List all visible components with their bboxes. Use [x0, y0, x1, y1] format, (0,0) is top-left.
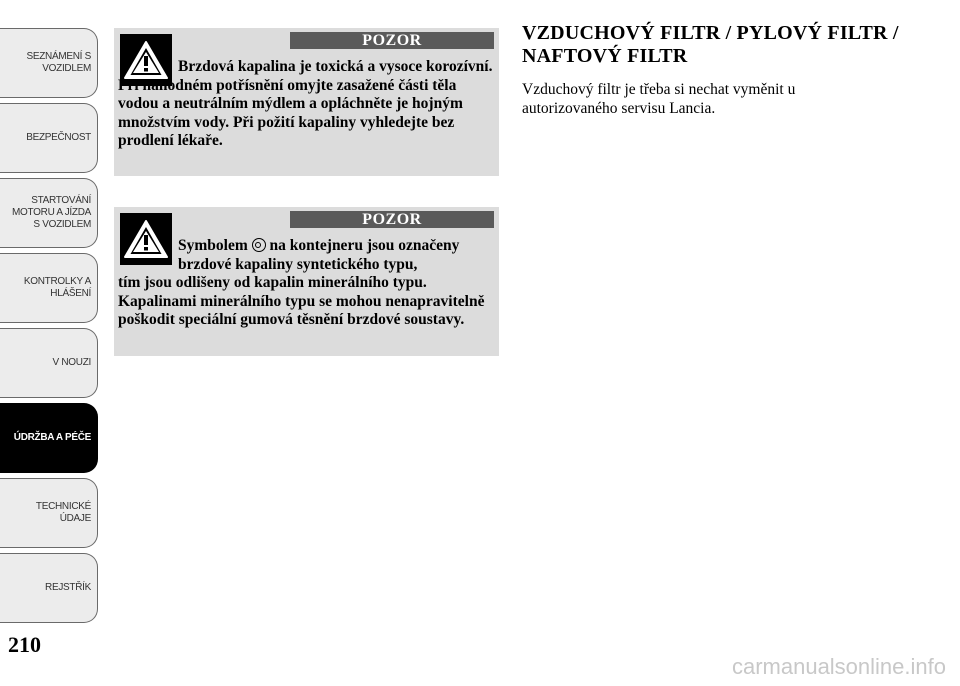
warning-text-first-part: na kontejneru jsou označeny brzdové kapaliny syntetického typu, — [178, 237, 460, 273]
warning-text-rest: Při náhodném potřísnění omyjte zasažené části těla vodou a neutrálním mýdlem a opláchněte je hojným množstvím vody. Při požití kapaliny vyhledejte bez prodlení lékaře. — [118, 76, 463, 149]
tab-bezpecnost[interactable]: BEZPEČNOST — [0, 103, 98, 173]
tab-startovani[interactable]: STARTOVÁNÍ MOTORU A JÍZDA S VOZIDLEM — [0, 178, 98, 248]
section-text: Vzduchový filtr je třeba si nechat vyměnit u autorizovaného servisu Lancia. — [522, 81, 796, 117]
tab-kontrolky[interactable]: KONTROLKY A HLÁŠENÍ — [0, 253, 98, 323]
warning-text-first: Brzdová kapalina je toxická a vysoce korozívní. — [178, 58, 493, 75]
tab-udrzba[interactable]: ÚDRŽBA A PÉČE — [0, 403, 98, 473]
section-title: VZDUCHOVÝ FILTR / PYLOVÝ FILTR / NAFTOVÝ FILTR — [522, 22, 899, 67]
tab-technicke[interactable]: TECHNICKÉ ÚDAJE — [0, 478, 98, 548]
warning-text-rest: tím jsou odlišeny od kapalin minerálního typu. Kapalinami minerálního typu se mohou nenapravitelně poškodit speciální gumová těsnění brzdové soustavy. — [118, 274, 485, 328]
brake-fluid-symbol-icon — [252, 238, 266, 252]
warning-text — [118, 237, 493, 330]
watermark: carmanualsonline.info — [731, 654, 946, 679]
tab-seznameni[interactable]: SEZNÁMENÍ S VOZIDLEM — [0, 28, 98, 98]
warning-text-prefix: Symbolem — [178, 237, 248, 254]
tab-rejstrik[interactable]: REJSTŘÍK — [0, 553, 98, 623]
warning-text — [118, 58, 493, 151]
warning-title: POZOR — [290, 32, 494, 49]
page-number: 210 — [8, 632, 41, 657]
tab-v-nouzi[interactable]: V NOUZI — [0, 328, 98, 398]
warning-title: POZOR — [290, 211, 494, 228]
warning-text-first — [178, 237, 493, 274]
warning-box-2 — [114, 207, 499, 356]
warning-box-1 — [114, 28, 499, 176]
